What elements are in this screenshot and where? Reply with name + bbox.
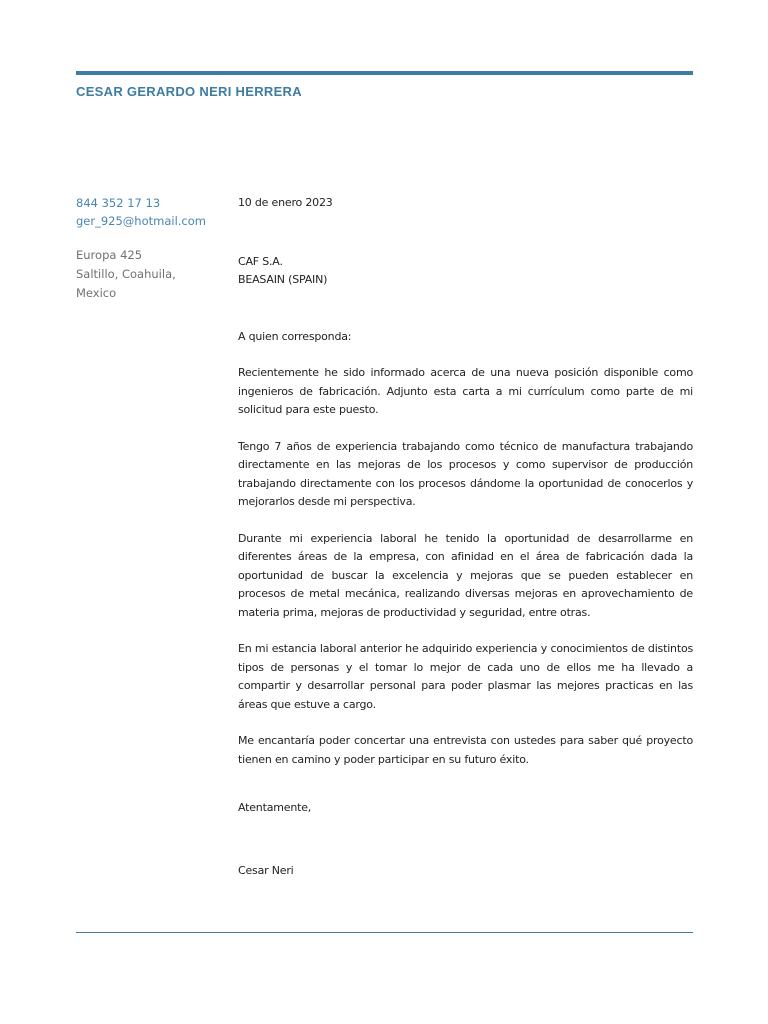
postal-address: [76, 246, 226, 303]
recipient-location: BEASAIN (SPAIN): [238, 273, 328, 286]
phone-number[interactable]: 844 352 17 13: [76, 196, 161, 210]
closing: Atentamente,: [238, 801, 312, 814]
address-line-country: Mexico: [76, 286, 117, 300]
paragraph-4: En mi estancia laboral anterior he adquirido experiencia y conocimientos de distintos tipos de personas y el tomar lo mejor de cada uno de ellos me ha llevado a compartir y desarrollar personal para poder plasmar las mejores practicas en las áreas que estuve a cargo.: [238, 642, 693, 711]
letter-body: [238, 194, 693, 880]
letter-date: 10 de enero 2023: [238, 196, 333, 209]
paragraph-5: Me encantaría poder concertar una entrevista con ustedes para saber qué proyecto tienen en camino y poder participar en su futuro éxito.: [238, 734, 693, 766]
salutation: A quien corresponda:: [238, 329, 352, 343]
address-line-street: Europa 425: [76, 248, 143, 262]
paragraph-1: Recientemente he sido informado acerca de una nueva posición disponible como ingenieros de fabricación. Adjunto esta carta a mi currículum como parte de mi solicitud para este puesto.: [238, 366, 693, 416]
email-address[interactable]: ger_925@hotmail.com: [76, 214, 206, 228]
sender-name: CESAR GERARDO NERI HERRERA: [76, 84, 302, 99]
signature-name: Cesar Neri: [238, 863, 294, 877]
paragraph-3: Durante mi experiencia laboral he tenido la oportunidad de desarrollarme en diferentes áreas de la empresa, con afinidad en el área de fabricación dada la oportunidad de buscar la excelencia y mejoras que se pueden establecer en procesos de metal mecánica, realizando diversas mejoras en aprovechamiento de materia prima, mejoras de productividad y seguridad, entre otras.: [238, 531, 693, 619]
contact-sidebar: [76, 194, 226, 303]
address-line-city: Saltillo, Coahuila,: [76, 267, 176, 281]
top-divider: [76, 71, 693, 75]
bottom-divider: [76, 932, 693, 933]
paragraph-2: Tengo 7 años de experiencia trabajando como técnico de manufactura trabajando directamente en las mejoras de los procesos y como supervisor de producción trabajando directamente con los procesos dándome la oportunidad de conocerlos y mejorarlos desde mi perspectiva.: [238, 439, 693, 508]
recipient-block: [238, 253, 693, 290]
recipient-company: CAF S.A.: [238, 254, 283, 268]
